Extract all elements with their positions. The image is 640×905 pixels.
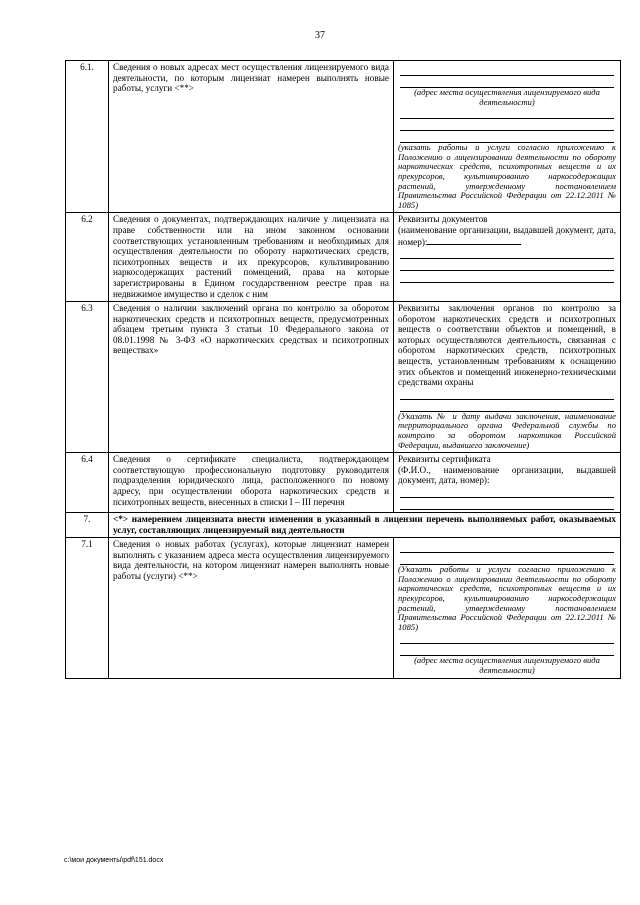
row-description: Сведения о наличии заключений органа по контролю за оборотом наркотических средств и психотропных веществ, предусмотренных абзацем третьим пункта 3 статьи 10 Федерального закона от 08.01.1998 № 3-ФЗ «О наркотических средствах и психотропных веществах» (109, 302, 394, 453)
requisites-text: Реквизиты заключения органов по контролю за оборотом наркотических средств и психотропных веществ о соответствии объектов и помещений, в которых осуществляются деятельность, связанная с оборотом наркотических средств, психотропных веществ, установленным требованиям к оснащению этих объектов и помещений инженерно-техническими средствами охраны (398, 303, 616, 388)
row-number: 6.1. (66, 61, 109, 213)
table-row-7 (66, 513, 621, 538)
row-description: Сведения о новых адресах мест осуществления лицензируемого вида деятельности, по которым лицензиат намерен выполнять новые работы, услуги <**> (109, 61, 394, 213)
row-number: 6.4 (66, 453, 109, 513)
fill-line[interactable] (400, 388, 614, 400)
row-requisites (394, 213, 621, 302)
requisites-title: Реквизиты сертификата (398, 454, 491, 465)
hint-works: (Указать работы и услуги согласно приложению к Положению о лицензировании деятельности по обороту наркотических средств, психотропных веществ и их прекурсоров, культивированию наркосодержащих растений, утвержденному постановлением Правительства Российской Федерации от 22.12.2011 № 1085) (398, 564, 616, 632)
fill-line[interactable] (400, 64, 614, 76)
row-description: Сведения о новых работах (услугах), которые лицензиат намерен выполнять с указанием адреса места осуществления лицензируемого вида деятельности, на котором лицензиат намерен выполнять новые работы (услуги) <**> (109, 538, 394, 678)
requisites-text: (Ф.И.О., наименование организации, выдавшей документ, дата, номер): (398, 464, 616, 486)
row-requisites (394, 61, 621, 213)
file-path: c:\мои документы\pdf\151.docx (64, 857, 164, 864)
fill-line[interactable] (427, 236, 521, 245)
hint-address: (адрес места осуществления лицензируемого вида деятельности) (414, 87, 600, 107)
hint-address: (адрес места осуществления лицензируемого вида деятельности) (414, 655, 600, 675)
section-heading: <*> намерением лицензиата внести изменения в указанный в лицензии перечень выполняемых работ, оказываемых услуг, составляющих лицензируемый вид деятельности (109, 513, 621, 538)
fill-line[interactable] (400, 107, 614, 119)
row-description: Сведения о документах, подтверждающих наличие у лицензиата на праве собственности или на ином законном основании соответствующих установленным требованиям и необходимых для осуществления деятельности по обороту наркотических средств, психотропных веществ и их прекурсоров, культивированию наркосодержащих растений помещений, права на которые зарегистрированы в Едином государственном реестре прав на недвижимое имущество и сделок с ним (109, 213, 394, 302)
fill-line[interactable] (400, 119, 614, 131)
row-requisites (394, 302, 621, 453)
row-number: 6.3 (66, 302, 109, 453)
table-row-6-3 (66, 302, 621, 453)
hint-conclusion: (Указать № и дату выдачи заключения, наименование территориального органа Федеральной службы по контролю за оборотом наркотиков Российской Федерации, выдавшего заключение) (398, 410, 616, 450)
row-requisites (394, 538, 621, 678)
fill-line[interactable] (400, 541, 614, 553)
fill-line[interactable] (400, 259, 614, 271)
hint-works: (указать работы и услуги согласно приложению к Положению о лицензировании деятельности по обороту наркотических средств, психотропных веществ и их прекурсоров, культивированию наркосодержащих растений, утвержденному постановлением Правительства Российской Федерации от 22.12.2011 № 1085) (398, 142, 616, 210)
license-changes-table (65, 60, 621, 679)
table-row-7-1 (66, 538, 621, 678)
fill-line[interactable] (400, 247, 614, 259)
row-number: 7. (66, 513, 109, 538)
fill-line[interactable] (400, 632, 614, 644)
row-description: Сведения о сертификате специалиста, подтверждающем соответствующую профессиональную подготовку руководителя подразделения юридического лица, расположенного по новому адресу, при осуществлении оборота наркотических средств и психотропных веществ, внесенных в списки I – III перечня (109, 453, 394, 513)
row-number: 6.2 (66, 213, 109, 302)
fill-line[interactable] (400, 498, 614, 510)
row-requisites (394, 453, 621, 513)
fill-line[interactable] (400, 486, 614, 498)
table-row-6-1 (66, 61, 621, 213)
page-number: 37 (315, 30, 325, 41)
table-row-6-2 (66, 213, 621, 302)
table-row-6-4 (66, 453, 621, 513)
fill-line[interactable] (400, 271, 614, 283)
requisites-title: Реквизиты документов (398, 214, 488, 225)
requisites-text: (наименование организации, выдавшей документ, дата, номер): (398, 224, 616, 247)
row-number: 7.1 (66, 538, 109, 678)
